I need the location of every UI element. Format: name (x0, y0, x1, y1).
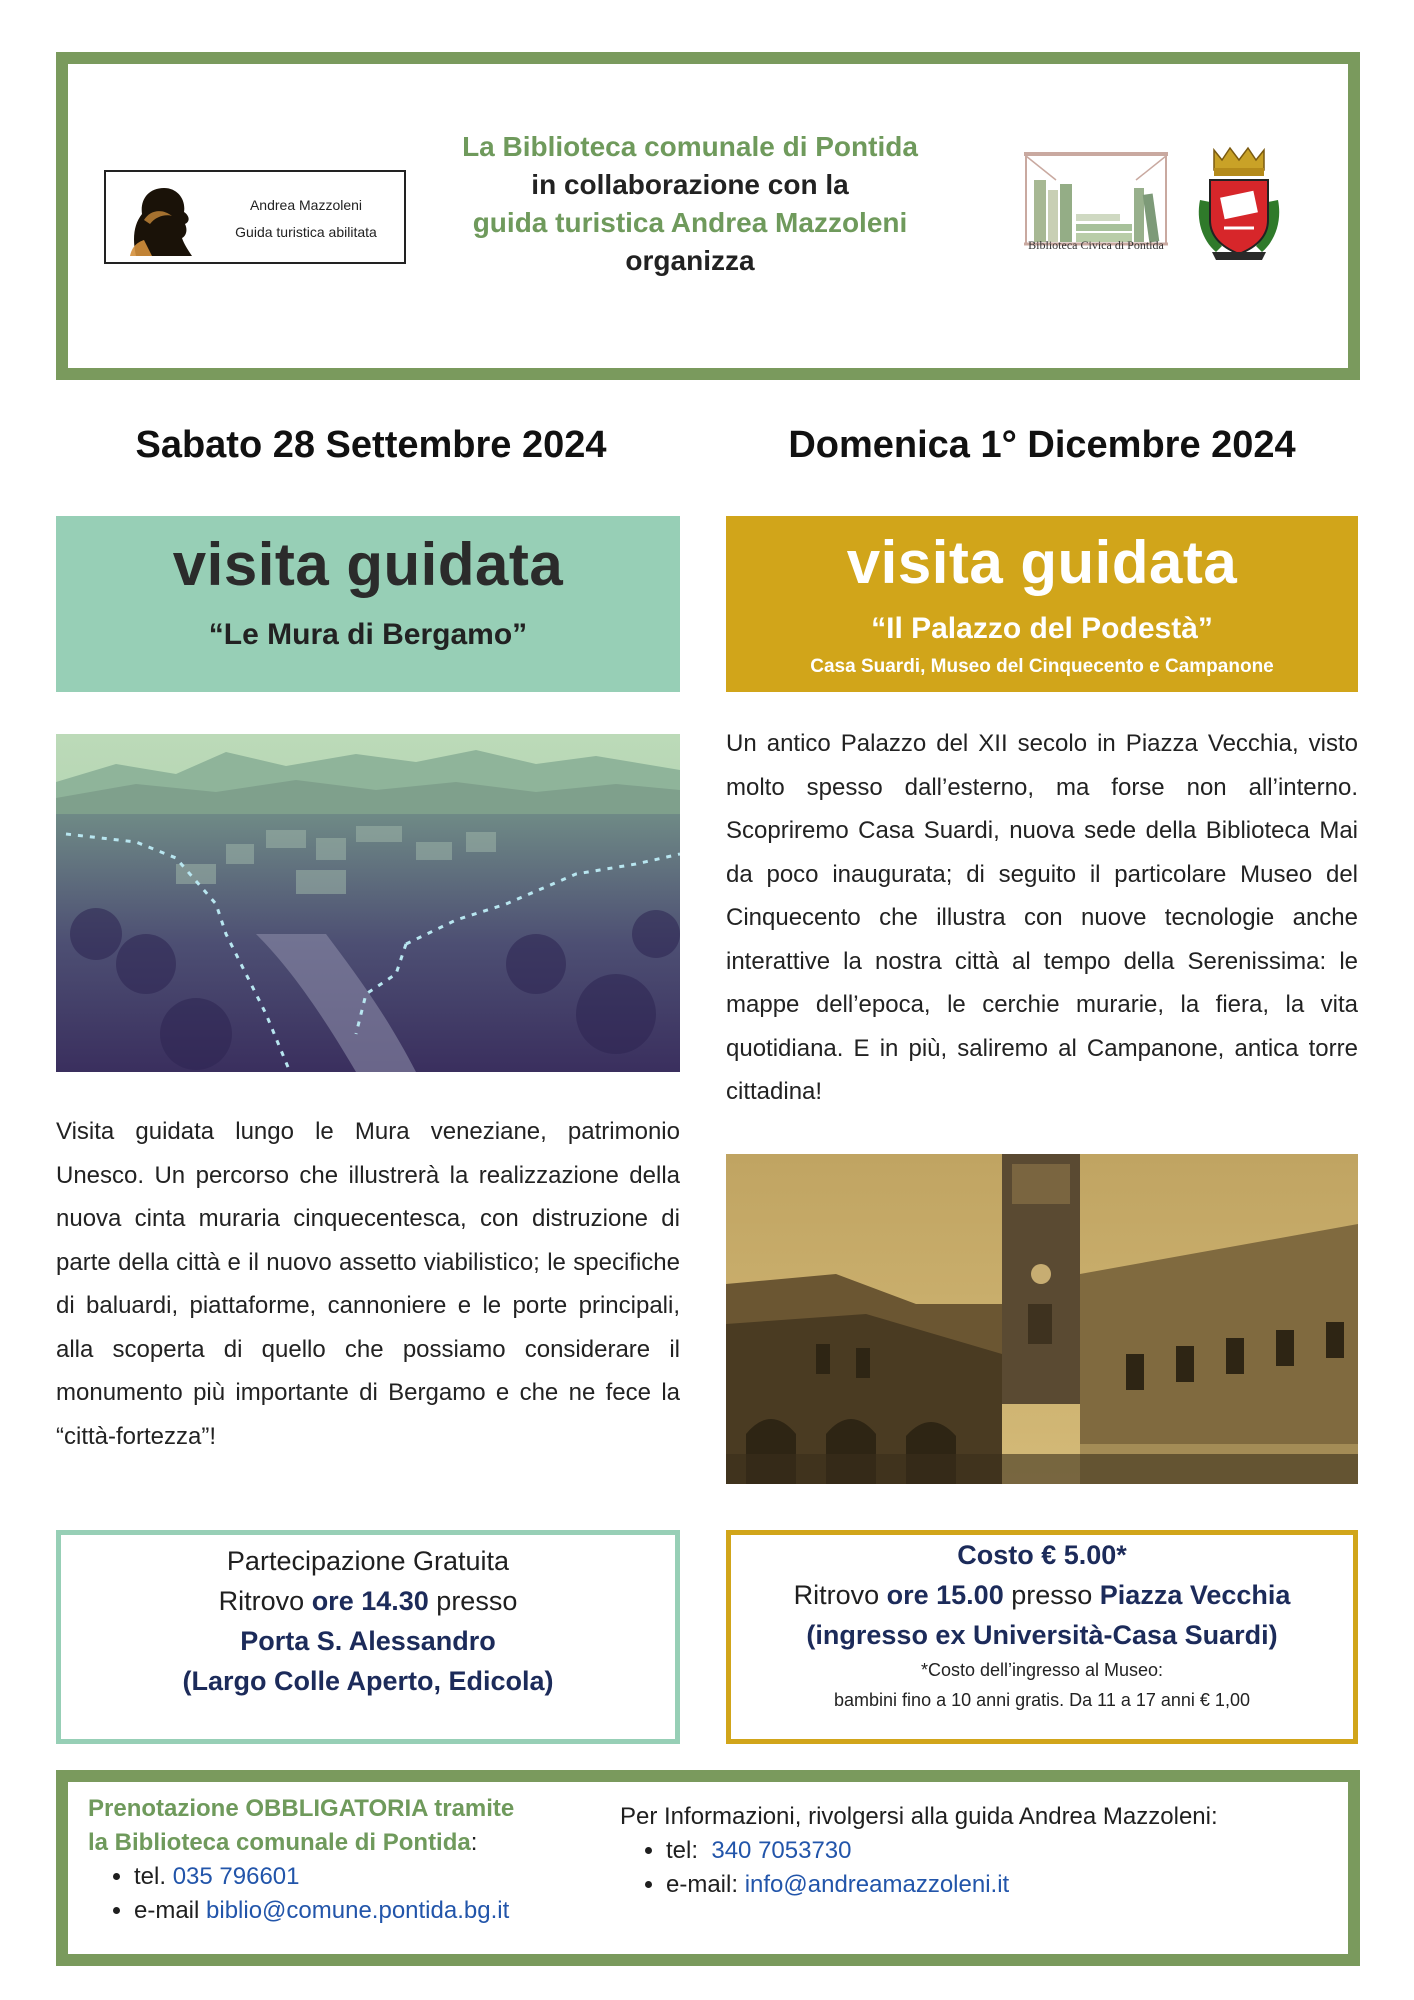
info-palazzo-place-detail: (ingresso ex Università-Casa Suardi) (806, 1620, 1278, 1650)
info-box-palazzo (726, 1530, 1358, 1744)
info-palazzo-place: Piazza Vecchia (1099, 1580, 1291, 1610)
contact-email: • e-mail: info@andreamazzoleni.it (666, 1868, 1340, 1902)
description-palazzo: Un antico Palazzo del XII secolo in Piazza Vecchia, visto molto spesso dall’esterno, ma forse non all’interno. Scopriremo Casa Suardi, nuova sede della Biblioteca Mai da poco inaugurata; di seguito il particolare Museo del Cinquecento che illustra con nuove tecnologie anche interattive la nostra città al tempo della Serenissima: le mappe dell’epoca, le cerchie murarie, la fiera, la vita quotidiana. E in più, saliremo al Campanone, antica torre cittadina! (726, 730, 1358, 1105)
header-line-organizza: organizza (625, 245, 755, 276)
title-box-palazzo (726, 516, 1358, 692)
guide-role: Guida turistica abilitata (235, 224, 377, 240)
contact-block (620, 1800, 1340, 1902)
header-announcement (400, 128, 980, 280)
info-mura-place: Porta S. Alessandro (240, 1626, 496, 1656)
header-line-collab: in collaborazione con la (531, 169, 849, 200)
contact-email-link[interactable]: info@andreamazzoleni.it (744, 1871, 1010, 1898)
booking-library-line: la Biblioteca comunale di Pontida: (88, 1829, 478, 1856)
image-mura-bergamo (56, 734, 680, 1072)
booking-tel-link[interactable]: 035 796601 (172, 1863, 300, 1890)
date-left: Sabato 28 Settembre 2024 (135, 424, 607, 466)
info-palazzo-note2: bambini fino a 10 anni gratis. Da 11 a 17 anni € 1,00 (834, 1690, 1250, 1710)
header-line-library: La Biblioteca comunale di Pontida (462, 131, 918, 162)
date-right: Domenica 1° Dicembre 2024 (788, 424, 1296, 466)
info-mura-time: ore 14.30 (311, 1586, 429, 1616)
info-palazzo-note1: *Costo dell’ingresso al Museo: (920, 1660, 1164, 1680)
image-palazzo-podesta (726, 1154, 1358, 1484)
contact-title: Per Informazioni, rivolgersi alla guida Andrea Mazzoleni: (620, 1803, 1218, 1830)
booking-email-link[interactable]: biblio@comune.pontida.bg.it (206, 1897, 510, 1924)
library-logo-caption: Biblioteca Civica di Pontida (1028, 238, 1164, 252)
info-box-mura (56, 1530, 680, 1744)
info-palazzo-cost: Costo € 5.00* (957, 1540, 1127, 1570)
booking-block (88, 1792, 628, 1928)
guide-card-text (208, 192, 404, 246)
guide-card (104, 170, 406, 264)
info-mura-place-detail: (Largo Colle Aperto, Edicola) (182, 1666, 554, 1696)
subtitle-palazzo-detail: Casa Suardi, Museo del Cinquecento e Campanone (810, 656, 1274, 677)
info-palazzo-ritrovo: Ritrovo ore 15.00 presso Piazza Vecchia (793, 1580, 1291, 1610)
booking-email: • e-mail biblio@comune.pontida.bg.it (134, 1894, 628, 1928)
booking-tel: • tel. 035 796601 (134, 1860, 628, 1894)
booking-title: Prenotazione OBBLIGATORIA tramite (88, 1795, 515, 1822)
title-box-mura (56, 516, 680, 692)
description-mura: Visita guidata lungo le Mura veneziane, patrimonio Unesco. Un percorso che illustrerà la realizzazione della nuova cinta muraria cinquecentesca, con distruzione di parte della città e il nuovo assetto viabilistico; le specifiche di baluardi, piattaforme, cannoniere e le porte principali, alla scoperta di quello che possiamo considerare il monumento più importante di Bergamo e che ne fece la “città-fortezza”! (56, 1118, 680, 1450)
title-palazzo: visita guidata (846, 529, 1238, 596)
contact-tel-link[interactable]: 340 7053730 (711, 1837, 852, 1864)
info-mura-ritrovo: Ritrovo ore 14.30 presso (218, 1586, 518, 1616)
header-line-guide: guida turistica Andrea Mazzoleni (472, 207, 908, 238)
contact-tel: • tel: 340 7053730 (666, 1834, 1340, 1868)
subtitle-mura: “Le Mura di Bergamo” (208, 618, 528, 651)
subtitle-palazzo: “Il Palazzo del Podestà” (871, 612, 1213, 645)
guide-silhouette-photo (122, 180, 198, 256)
municipal-crest-icon (1192, 144, 1286, 266)
title-mura: visita guidata (172, 531, 564, 598)
info-palazzo-time: ore 15.00 (886, 1580, 1004, 1610)
info-mura-free: Partecipazione Gratuita (226, 1546, 510, 1576)
guide-name: Andrea Mazzoleni (249, 197, 363, 213)
